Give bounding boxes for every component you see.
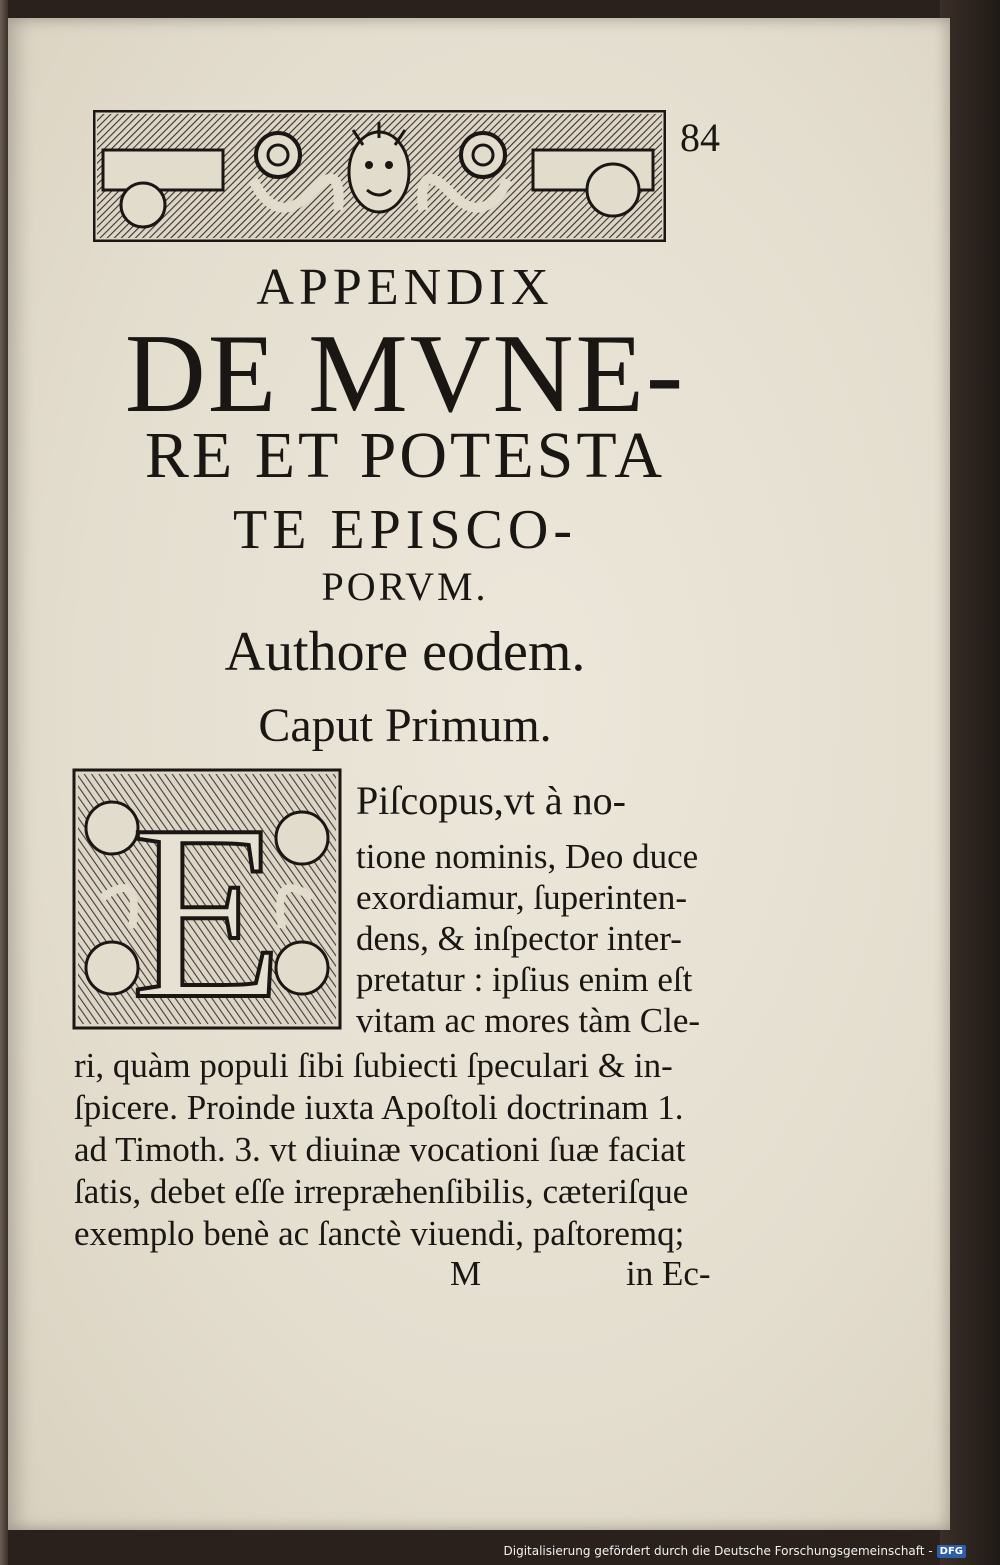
title-line-te-episco: TE EPISCO- bbox=[233, 499, 577, 561]
digitization-footer bbox=[504, 1541, 967, 1561]
title-line-porum: PORVM. bbox=[321, 564, 489, 609]
title-line-re-et-potesta: RE ET POTESTA bbox=[144, 419, 666, 492]
chapter-heading: Caput Primum. bbox=[258, 699, 552, 752]
signature-mark: M bbox=[450, 1254, 482, 1293]
body-line: dens, & inſpector inter- bbox=[356, 919, 682, 958]
body-line: ad Timoth. 3. vt diuinæ vocationi ſuæ faciat bbox=[74, 1130, 686, 1169]
author-line: Authore eodem. bbox=[224, 621, 586, 683]
dfg-logo: DFG bbox=[937, 1545, 966, 1558]
body-line: vitam ac mores tàm Cle- bbox=[356, 1001, 701, 1040]
headpiece-ornament bbox=[93, 110, 666, 242]
body-line: ri, quàm populi ſibi ſubiecti ſpeculari & in- bbox=[74, 1046, 673, 1085]
body-line: exemplo benè ac ſanctè viuendi, paſtoremq; bbox=[74, 1214, 685, 1253]
body-line: ſpicere. Proinde iuxta Apoſtoli doctrinam 1. bbox=[74, 1088, 684, 1127]
initial-letter: E bbox=[130, 774, 284, 1030]
body-line: pretatur : ipſius enim eſt bbox=[356, 960, 693, 999]
body-line: ſatis, debet eſſe irrepræhenſibilis, cæteriſque bbox=[74, 1172, 689, 1211]
page-number: 84 bbox=[680, 115, 720, 160]
decorated-initial bbox=[72, 768, 342, 1030]
title-line-appendix: APPENDIX bbox=[256, 259, 554, 316]
footer-text: Digitalisierung gefördert durch die Deutsche Forschungsgemeinschaft - bbox=[503, 1544, 933, 1558]
book-spine-edge bbox=[0, 0, 8, 1565]
body-line: exordiamur, ſuperinten- bbox=[356, 878, 687, 917]
body-line: tione nominis, Deo duce bbox=[356, 837, 699, 876]
title-line-de-mune: DE MVNE- bbox=[124, 312, 686, 436]
catchword: in Ec- bbox=[626, 1254, 711, 1293]
body-line: Piſcopus,vt à no- bbox=[356, 778, 626, 823]
